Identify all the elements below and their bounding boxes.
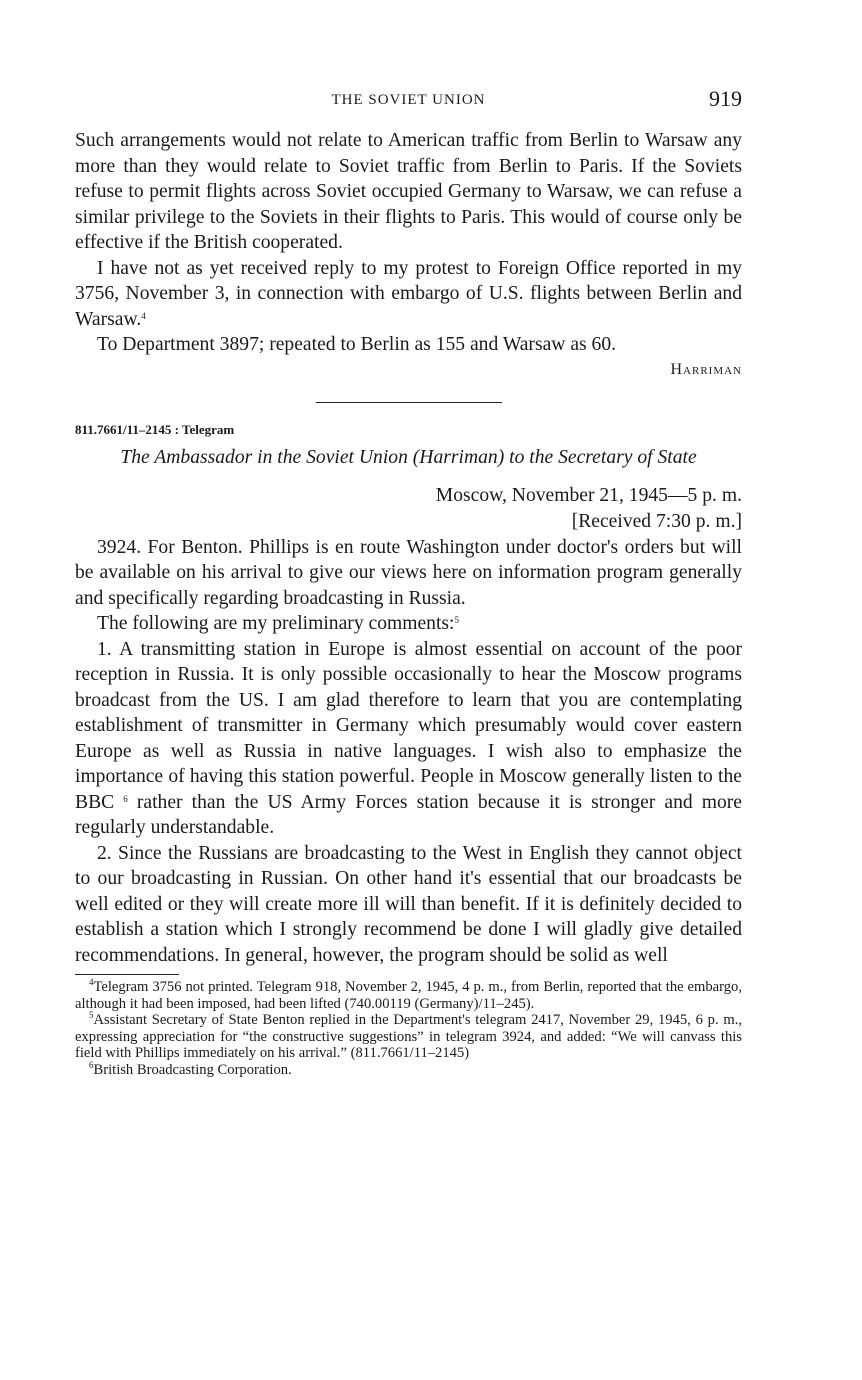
footnote-ref-4: 4 <box>141 310 146 321</box>
telegram-paragraph-4: 2. Since the Russians are broadcasting to the West in English they cannot object to our broadcasting in Russian. On other hand it's essential that our broadcasts be well edited or they will create more ill will than benefit. If it is definitely decided to establish a station which I strongly recommend be done I will gladly give detailed recommendations. In general, however, the program should be solid as well <box>75 842 742 966</box>
dateline: Moscow, November 21, 1945—5 p. m. <box>435 484 742 506</box>
footnote-6: $^6$British Broadcasting Corporation. <box>89 1059 292 1078</box>
signature: Harriman <box>670 360 742 378</box>
telegram-paragraph-3: 1. A transmitting station in Europe is almost essential on account of the poor reception in Russia. It is only possible occasionally to hear the Moscow programs broadcast from the US. I am glad therefore to learn that you are contemplating establishment of transmitter in Germany which presumably would cover eastern Europe as well as Russia in native languages. I wish also to emphasize the importance of having this station powerful. People in Moscow generally listen to the BBC $^6$ rather than the US Army Forces station because it is stronger and more regularly understandable. <box>75 638 742 838</box>
running-title: THE SOVIET UNION <box>331 92 486 108</box>
document-title: The Ambassador in the Soviet Union (Harriman) to the Secretary of State <box>120 446 697 468</box>
continuation-paragraph-1: Such arrangements would not relate to American traffic from Berlin to Warsaw any more than they would relate to Soviet traffic from Berlin to Paris. If the Soviets refuse to permit flights across Soviet occupied Germany to Warsaw, we can refuse a similar privilege to the Soviets in their flights to Paris. This would of course only be effective if the British cooperated. <box>75 130 742 253</box>
section-divider <box>316 402 502 403</box>
page-header <box>75 86 742 116</box>
continuation-paragraph-3: To Department 3897; repeated to Berlin as 155 and Warsaw as 60. <box>97 334 617 355</box>
file-number: 811.7661/11–2145 : Telegram <box>75 421 235 437</box>
telegram-paragraph-1: 3924. For Benton. Phillips is en route Washington under doctor's orders but will be available on his arrival to give our views here on information program generally and specifically regarding broadcasting in Russia. <box>75 536 742 609</box>
footnote-5: $^5$Assistant Secretary of State Benton replied in the Department's telegram 2417, November 29, 1945, 6 p. m., expressing appreciation for “the constructive suggestions” in telegram 3924, and added: “We will canvass this field with Phillips immediately on his arrival.” (811.7661/11–2145) <box>75 1010 742 1061</box>
page-body <box>75 128 742 1078</box>
continuation-paragraph-2: I have not as yet received reply to my protest to Foreign Office reported in my 3756, November 3, in connection with embargo of U.S. flights between Berlin and Warsaw.$^4$ <box>75 257 742 330</box>
page-number: 919 <box>709 86 742 111</box>
footnote-ref-6: 6 <box>123 793 128 804</box>
footnote-divider <box>75 974 179 975</box>
telegram-paragraph-2: The following are my preliminary comments:$^5$ <box>97 613 459 634</box>
received-time: [Received 7:30 p. m.] <box>571 510 742 532</box>
footnote-ref-5: 5 <box>454 615 459 625</box>
footnote-4: $^4$Telegram 3756 not printed. Telegram 918, November 2, 1945, 4 p. m., from Berlin, reported that the embargo, although it had been imposed, had been lifted (740.00119 (Germany)/11–245). <box>75 977 742 1012</box>
